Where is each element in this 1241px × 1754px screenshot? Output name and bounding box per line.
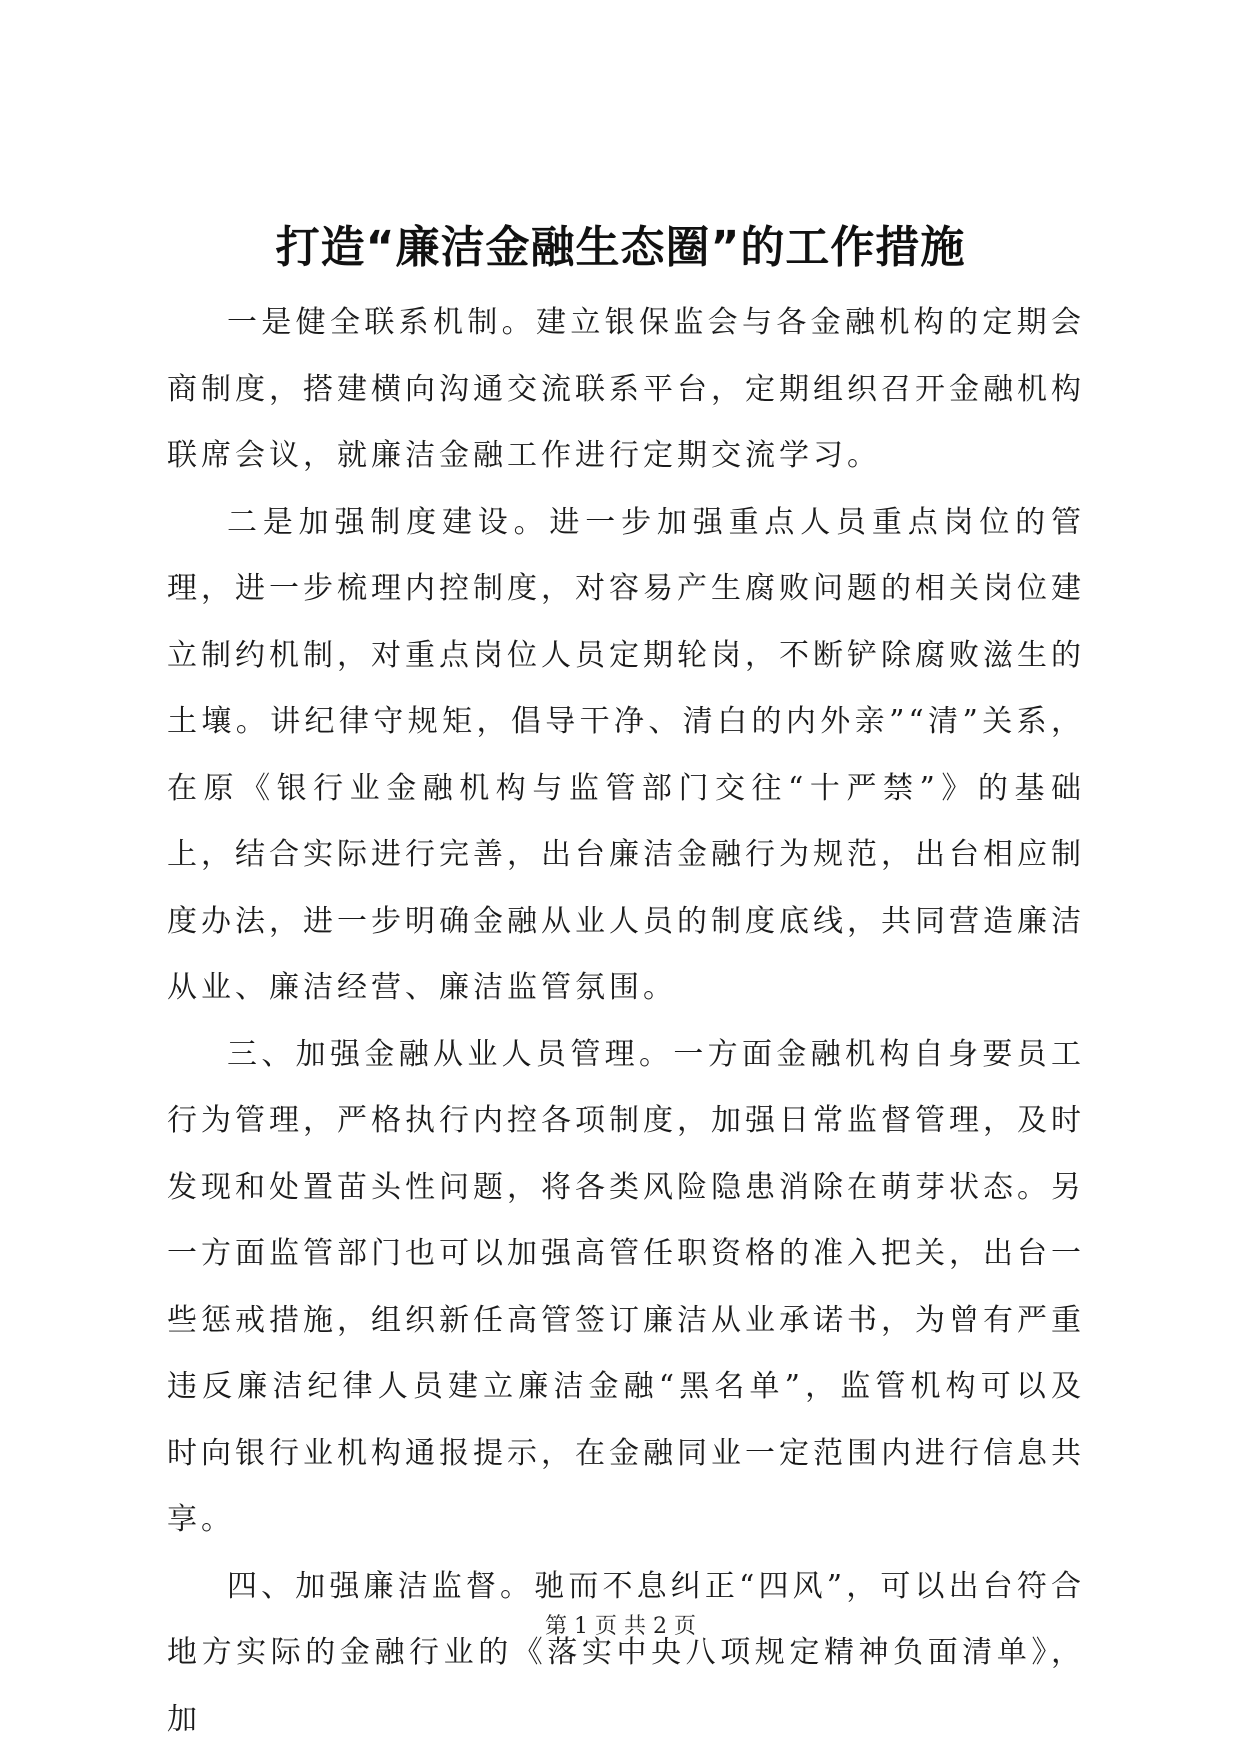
document-body bbox=[167, 290, 1085, 1753]
paragraph-3: 三、加强金融从业人员管理。一方面金融机构自身要员工行为管理，严格执行内控各项制度，加强日常监督管理，及时发现和处置苗头性问题，将各类风险隐患消除在萌芽状态。另一方面监管部门也可以加强高管任职资格的准入把关，出台一些惩戒措施，组织新任高管签订廉洁从业承诺书，为曾有严重违反廉洁纪律人员建立廉洁金融“黑名单”，监管机构可以及时向银行业机构通报提示，在金融同业一定范围内进行信息共享。 bbox=[167, 1036, 1085, 1537]
page-footer bbox=[0, 1612, 1241, 1642]
paragraph-4: 四、加强廉洁监督。驰而不息纠正“四风”，可以出台符合地方实际的金融行业的《落实中央八项规定精神负面清单》，加 bbox=[167, 1568, 1085, 1737]
paragraph-2: 二是加强制度建设。进一步加强重点人员重点岗位的管理，进一步梳理内控制度，对容易产生腐败问题的相关岗位建立制约机制，对重点岗位人员定期轮岗，不断铲除腐败滋生的土壤。讲纪律守规矩，倡导干净、清白的内外亲”“清”关系，在原《银行业金融机构与监管部门交往“十严禁”》的基础上，结合实际进行完善，出台廉洁金融行为规范，出台相应制度办法，进一步明确金融从业人员的制度底线，共同营造廉洁从业、廉洁经营、廉洁监管氛围。 bbox=[167, 504, 1085, 1005]
paragraph-1: 一是健全联系机制。建立银保监会与各金融机构的定期会商制度，搭建横向沟通交流联系平台，定期组织召开金融机构联席会议，就廉洁金融工作进行定期交流学习。 bbox=[167, 305, 1085, 473]
page-number-label: 第 1 页 共 2 页 bbox=[545, 1614, 696, 1639]
document-title: 打造“廉洁金融生态圈”的工作措施 bbox=[275, 222, 966, 273]
